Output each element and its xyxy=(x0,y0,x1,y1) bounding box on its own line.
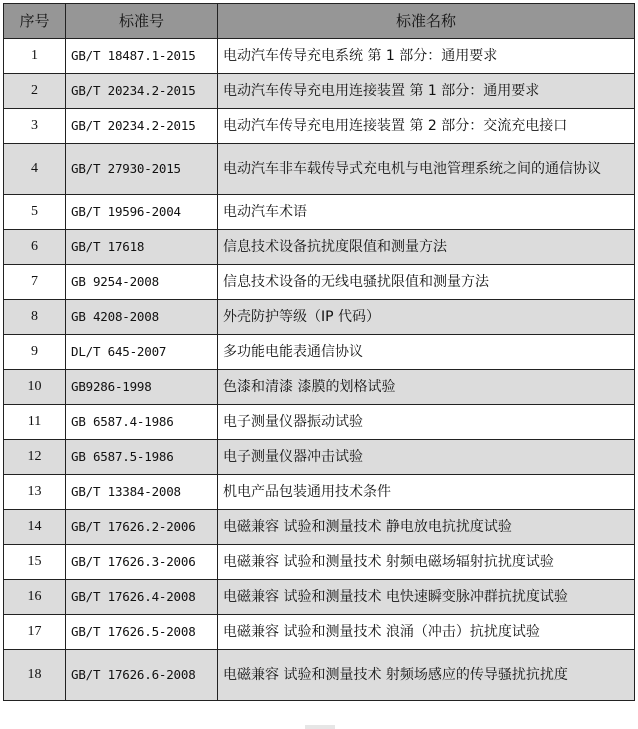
row-standard-name: 电动汽车术语 xyxy=(218,195,635,230)
row-standard-code: GB/T 17626.2-2006 xyxy=(66,510,218,545)
row-standard-name: 电磁兼容 试验和测量技术 射频场感应的传导骚扰抗扰度 xyxy=(218,650,635,701)
table-row xyxy=(4,615,635,650)
header-standard-code: 标准号 xyxy=(66,4,218,39)
row-standard-code: GB9286-1998 xyxy=(66,370,218,405)
table-row xyxy=(4,510,635,545)
row-standard-code: GB 4208-2008 xyxy=(66,300,218,335)
table-row xyxy=(4,109,635,144)
row-serial-number: 8 xyxy=(4,300,66,335)
row-standard-code: GB/T 20234.2-2015 xyxy=(66,109,218,144)
row-standard-name: 电磁兼容 试验和测量技术 电快速瞬变脉冲群抗扰度试验 xyxy=(218,580,635,615)
table-header xyxy=(4,4,635,39)
row-standard-name: 电动汽车传导充电用连接装置 第 1 部分：通用要求 xyxy=(218,74,635,109)
table-row xyxy=(4,475,635,510)
row-serial-number: 3 xyxy=(4,109,66,144)
row-standard-code: GB/T 18487.1-2015 xyxy=(66,39,218,74)
table-row xyxy=(4,144,635,195)
row-serial-number: 4 xyxy=(4,144,66,195)
row-standard-name: 电子测量仪器振动试验 xyxy=(218,405,635,440)
table-row xyxy=(4,405,635,440)
row-standard-name: 色漆和清漆 漆膜的划格试验 xyxy=(218,370,635,405)
row-serial-number: 13 xyxy=(4,475,66,510)
table-row xyxy=(4,545,635,580)
header-serial-number: 序号 xyxy=(4,4,66,39)
row-serial-number: 2 xyxy=(4,74,66,109)
row-standard-name: 电磁兼容 试验和测量技术 射频电磁场辐射抗扰度试验 xyxy=(218,545,635,580)
scroll-remnant xyxy=(305,725,335,729)
table-row xyxy=(4,195,635,230)
row-standard-name: 电动汽车传导充电系统 第 1 部分：通用要求 xyxy=(218,39,635,74)
row-serial-number: 18 xyxy=(4,650,66,701)
row-standard-code: GB/T 27930-2015 xyxy=(66,144,218,195)
table-row xyxy=(4,370,635,405)
row-serial-number: 7 xyxy=(4,265,66,300)
table-row xyxy=(4,650,635,701)
row-standard-name: 电动汽车传导充电用连接装置 第 2 部分：交流充电接口 xyxy=(218,109,635,144)
row-standard-code: GB/T 17626.6-2008 xyxy=(66,650,218,701)
row-serial-number: 6 xyxy=(4,230,66,265)
row-standard-code: GB/T 20234.2-2015 xyxy=(66,74,218,109)
table-row xyxy=(4,39,635,74)
table-row xyxy=(4,300,635,335)
row-standard-code: GB/T 17626.4-2008 xyxy=(66,580,218,615)
row-standard-name: 信息技术设备的无线电骚扰限值和测量方法 xyxy=(218,265,635,300)
row-standard-code: GB 6587.5-1986 xyxy=(66,440,218,475)
row-serial-number: 10 xyxy=(4,370,66,405)
row-standard-name: 多功能电能表通信协议 xyxy=(218,335,635,370)
table-row xyxy=(4,580,635,615)
row-standard-code: DL/T 645-2007 xyxy=(66,335,218,370)
table-row xyxy=(4,74,635,109)
row-standard-code: GB/T 17626.3-2006 xyxy=(66,545,218,580)
row-standard-code: GB 9254-2008 xyxy=(66,265,218,300)
table-row xyxy=(4,265,635,300)
row-serial-number: 11 xyxy=(4,405,66,440)
table-row xyxy=(4,335,635,370)
row-standard-name: 电磁兼容 试验和测量技术 浪涌（冲击）抗扰度试验 xyxy=(218,615,635,650)
row-serial-number: 16 xyxy=(4,580,66,615)
row-standard-name: 电子测量仪器冲击试验 xyxy=(218,440,635,475)
row-serial-number: 5 xyxy=(4,195,66,230)
row-serial-number: 1 xyxy=(4,39,66,74)
row-standard-name: 信息技术设备抗扰度限值和测量方法 xyxy=(218,230,635,265)
row-standard-name: 机电产品包装通用技术条件 xyxy=(218,475,635,510)
header-standard-name: 标准名称 xyxy=(218,4,635,39)
row-serial-number: 9 xyxy=(4,335,66,370)
row-standard-name: 外壳防护等级（IP 代码） xyxy=(218,300,635,335)
row-standard-code: GB 6587.4-1986 xyxy=(66,405,218,440)
row-standard-name: 电磁兼容 试验和测量技术 静电放电抗扰度试验 xyxy=(218,510,635,545)
row-serial-number: 14 xyxy=(4,510,66,545)
row-serial-number: 15 xyxy=(4,545,66,580)
row-serial-number: 12 xyxy=(4,440,66,475)
standards-table xyxy=(3,3,635,701)
table-body xyxy=(4,39,635,701)
row-standard-code: GB/T 19596-2004 xyxy=(66,195,218,230)
row-serial-number: 17 xyxy=(4,615,66,650)
row-standard-code: GB/T 17626.5-2008 xyxy=(66,615,218,650)
row-standard-code: GB/T 17618 xyxy=(66,230,218,265)
header-row xyxy=(4,4,635,39)
table-row xyxy=(4,440,635,475)
row-standard-code: GB/T 13384-2008 xyxy=(66,475,218,510)
row-standard-name: 电动汽车非车载传导式充电机与电池管理系统之间的通信协议 xyxy=(218,144,635,195)
table-row xyxy=(4,230,635,265)
